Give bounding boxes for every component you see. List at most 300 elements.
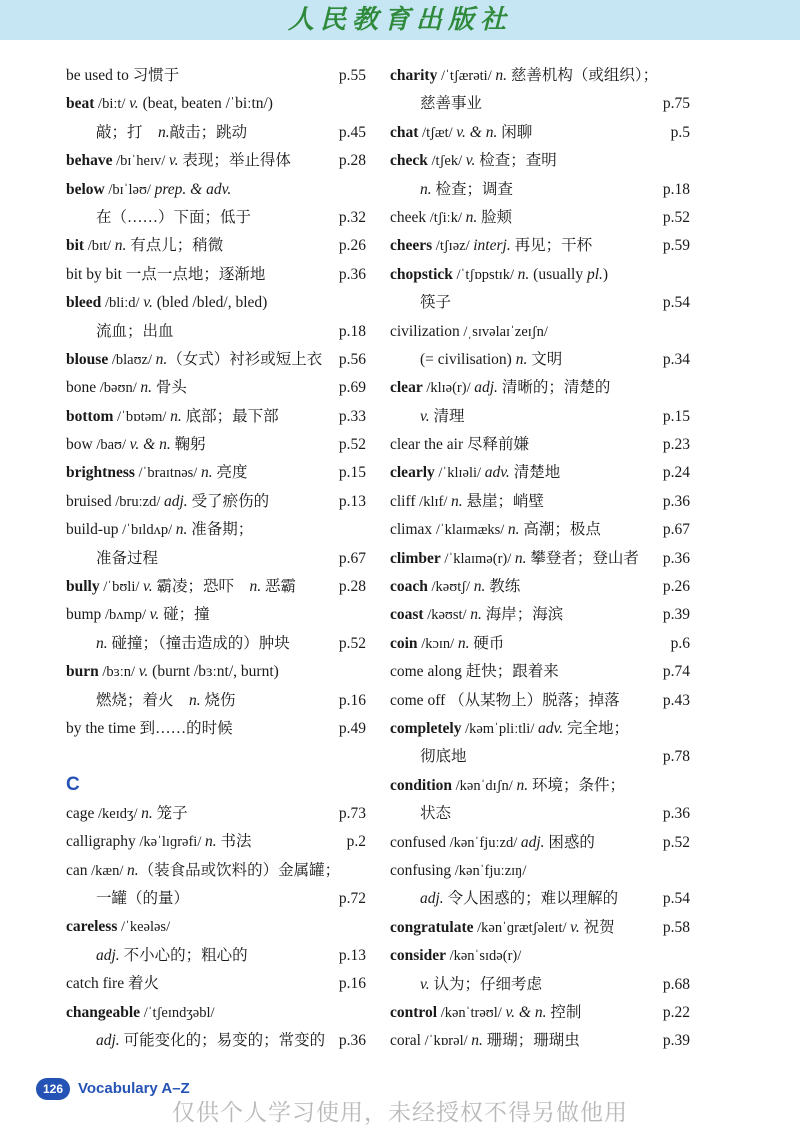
definition: 攀登者；登山者 [526,549,639,567]
headword: changeable [66,1003,141,1021]
vocab-line [66,573,366,601]
vocab-line [390,289,690,317]
phonetic: /kənˈfjuːzd/ [445,834,521,851]
phonetic: /ˈbʊli/ [99,579,144,596]
vocab-line [390,829,690,857]
definition: 准备期； [187,521,254,539]
vocab-line [66,687,366,715]
vocab-line [66,488,366,516]
vocab-line [66,942,366,970]
vocab-line [66,800,366,828]
definition: 完全地； [563,719,629,737]
phonetic: /keɪdʒ/ [94,805,142,822]
part-of-speech: n. [170,407,182,425]
vocab-line [390,232,690,260]
page-reference: p.28 [338,578,366,596]
entry-text: climax [390,521,433,539]
page-reference: p.22 [662,1003,690,1021]
headword: brightness [66,464,135,482]
vocab-line [66,90,366,118]
part-of-speech: v. [168,152,179,170]
entry-text: bruised [66,492,112,510]
page-reference: p.52 [662,833,690,851]
vocab-line [66,403,366,431]
vocab-line [66,516,366,544]
page-reference: p.55 [338,67,366,84]
page-reference: p.69 [338,379,366,397]
part-of-speech: n. [127,861,139,879]
phonetic: /kɔɪn/ [417,635,458,652]
phonetic: /ˈkɒrəl/ [420,1033,472,1050]
headword: coach [390,578,428,596]
entry-text: bow [66,436,93,454]
part-of-speech: v. [420,975,430,993]
section-letter [66,771,366,799]
page-reference: p.67 [662,521,690,539]
vocab-line [390,318,690,346]
page-reference: p.15 [662,407,690,425]
vocab-line [390,176,690,204]
headword: bit [66,237,85,255]
definition: 状态 [420,805,452,823]
definition: 敲击；跳动 [169,123,248,141]
part-of-speech: adj. [520,833,545,851]
vocab-line [390,516,690,544]
part-of-speech: n. [471,1032,483,1050]
headword: clearly [390,464,435,482]
phonetic: /tʃek/ [427,153,466,170]
phonetic: /bʌmp/ [101,607,150,624]
part-of-speech: n. [175,521,188,539]
page-reference: p.16 [338,691,366,709]
part-of-speech: n. [507,521,520,539]
page-reference: p.75 [662,95,690,113]
vocab-line [390,573,690,601]
vocab-line [66,715,366,743]
part-of-speech: v. [465,152,476,170]
phonetic: /ˈtʃɒpstɪk/ [452,266,518,283]
entry-text: bump [66,606,102,624]
entry-text: (burnt /bɜːnt/, burnt) [148,663,279,681]
phonetic: /kəmˈpliːtli/ [461,720,538,737]
page-reference: p.59 [662,237,690,255]
definition: 着火 [127,975,159,993]
entry-text: be used to [66,67,133,84]
vocab-line [390,743,690,771]
definition: 习惯于 [132,67,180,84]
headword: bottom [66,407,114,425]
phonetic: /baʊ/ [92,437,130,454]
entry-text: bone [66,379,97,397]
definition: 困惑的 [544,833,595,851]
definition: 检查；查明 [475,152,557,170]
definition: 令人困惑的；难以理解的 [443,890,619,908]
definition: 检查；调查 [431,180,514,198]
vocab-line [66,289,366,317]
definition: 碰；撞 [159,606,210,624]
part-of-speech: n. [470,606,482,624]
definition: 一罐（的量） [96,889,190,907]
page-reference: p.58 [662,918,690,936]
definition: 烧伤 [200,691,236,709]
page-reference: p.13 [338,492,366,510]
page-reference: p.54 [662,294,690,312]
definition: 清楚地 [509,464,561,482]
page-reference: p.36 [338,265,366,283]
part-of-speech: n. [96,634,108,652]
part-of-speech: n. [473,578,486,596]
phonetic: /bɪˈləʊ/ [104,181,155,198]
part-of-speech: interj. [473,237,511,255]
vocab-line [66,1027,366,1055]
watermark-text: 仅供个人学习使用，未经授权不得另做他用 [172,1100,628,1126]
part-of-speech: prep. & adv. [154,180,232,198]
vocab-line [390,772,690,800]
phonetic: /ˈkeələs/ [117,919,171,936]
definition: （女式）衬衫或短上衣 [167,350,323,368]
page-reference: p.36 [338,1031,366,1049]
entry-text: coral [390,1032,421,1050]
phonetic: /ˈklaɪmæks/ [432,522,508,539]
vocab-line [390,374,690,402]
definition: 底部；最下部 [181,407,279,425]
vocab-line [390,119,690,147]
definition: 悬崖；峭壁 [462,492,545,510]
phonetic: /kəˈlɪɡrəfi/ [135,834,205,851]
phonetic: /klɪə(r)/ [422,380,475,397]
vocab-line [390,630,690,658]
page-reference: p.32 [338,208,366,226]
vocab-line [390,800,690,828]
page-reference: p.16 [338,975,366,993]
part-of-speech: adv. [484,464,510,482]
page-reference: p.72 [338,889,366,907]
page-reference: p.24 [662,464,690,482]
definition: 流血；出血 [96,322,174,340]
headword: chat [390,123,419,141]
part-of-speech: v. [570,918,580,936]
phonetic: /klɪf/ [415,493,451,510]
phonetic: /blaʊz/ [108,351,156,368]
phonetic: /ˈbraɪtnəs/ [134,465,201,482]
entry-text: can [66,861,88,879]
phonetic: /tʃiːk/ [426,209,466,226]
vocab-line [66,374,366,402]
vocab-line [66,204,366,232]
part-of-speech: n. [249,578,262,596]
definition: 书法 [216,833,252,851]
phonetic: /ˈbɪldʌp/ [118,522,176,539]
definition: 到……的时候 [139,719,233,737]
part-of-speech: n. [465,208,478,226]
definition: 海岸；海滨 [481,606,564,624]
phonetic: /ˈklaɪmə(r)/ [440,550,515,567]
entry-text: C [66,774,80,796]
phonetic: /tʃæt/ [418,124,457,141]
headword: coast [390,606,424,624]
vocab-line [66,119,366,147]
vocab-line [66,545,366,573]
vocab-line [66,857,366,885]
phonetic: /tʃɪəz/ [432,238,474,255]
headword: condition [390,776,453,794]
part-of-speech: adv. [537,719,564,737]
definition: 慈善事业 [420,95,483,113]
page-reference: p.45 [338,123,366,141]
part-of-speech: n. [515,350,528,368]
vocab-line [66,431,366,459]
headword: consider [390,947,446,965]
page-reference: p.6 [670,634,690,652]
part-of-speech: v. & n. [505,1003,547,1021]
page-reference: p.2 [346,833,366,851]
entry-text: confusing [390,861,452,879]
definition: 燃烧；着火 [96,691,190,709]
page-reference: p.74 [662,663,690,681]
section-title: Vocabulary A–Z [78,1080,190,1097]
headword: careless [66,918,118,936]
entry-text: (usually [529,265,587,283]
definition: （从某物上）脱落；掉落 [449,691,620,709]
part-of-speech: v. [143,294,153,312]
headword: chopstick [390,265,453,283]
part-of-speech: v. [143,578,153,596]
part-of-speech: n. [141,804,153,822]
definition: 高潮；极点 [519,521,601,539]
headword: completely [390,719,462,737]
entry-text: bit by bit [66,265,126,283]
vocab-line [66,630,366,658]
entry-text: calligraphy [66,833,136,851]
headword: below [66,180,105,198]
definition: 有点儿；稍微 [126,237,224,255]
definition: 表现；举止得体 [178,152,291,170]
page-reference: p.33 [338,407,366,425]
page-reference: p.73 [338,804,366,822]
entry-text: confused [390,833,446,851]
page-reference: p.34 [662,350,690,368]
part-of-speech: n. [205,833,217,851]
page-reference: p.28 [338,152,366,170]
page-reference: p.26 [662,578,690,596]
vocabulary-column-right [390,62,690,1056]
page-reference: p.23 [662,436,690,454]
entry-text: come along [390,663,466,681]
vocab-line [390,942,690,970]
vocab-line [390,857,690,885]
vocab-line [390,658,690,686]
definition: 碰撞；（撞击造成的）肿块 [107,634,290,652]
definition: 彻底地 [420,748,467,766]
vocab-line [66,658,366,686]
entry-text: (bled /bled/, bled) [152,294,268,312]
vocab-line [390,431,690,459]
headword: bully [66,578,100,596]
entry-text: cheek [390,208,427,226]
page-reference: p.13 [338,946,366,964]
part-of-speech: n. [114,237,127,255]
vocab-line [390,971,690,999]
entry-text: clear the air [390,436,468,454]
part-of-speech: v. [129,95,139,113]
phonetic: /bɜːn/ [98,664,139,681]
vocab-line [390,545,690,573]
definition: 环境；条件； [528,776,625,794]
vocab-line [66,261,366,289]
entry-text: cage [66,804,95,822]
vocab-line [66,459,366,487]
entry-text: (beat, beaten /ˈbiːtn/) [138,95,273,113]
page-reference: p.56 [338,350,366,368]
phonetic: /ˈtʃeɪndʒəbl/ [140,1004,215,1021]
definition: 可能变化的；易变的；常变的 [119,1031,326,1049]
headword: cheers [390,237,433,255]
part-of-speech: v. [149,606,160,624]
headword: burn [66,663,99,681]
entry-text: by the time [66,719,140,737]
page-reference: p.26 [338,237,366,255]
page-reference: p.18 [338,322,366,340]
part-of-speech: v. [138,663,149,681]
page-reference: p.54 [662,890,690,908]
definition: 祝贺 [579,918,615,936]
phonetic: /kəʊtʃ/ [427,579,474,596]
part-of-speech: v. & n. [129,436,171,454]
definition: 赶快；跟着来 [465,663,559,681]
part-of-speech: n. [140,379,152,397]
page-reference: p.36 [662,492,690,510]
definition: 一点一点地；逐渐地 [125,265,266,283]
definition: 清晰的；清楚的 [497,379,611,397]
vocab-line [66,913,366,941]
vocab-line [390,687,690,715]
definition: 硬币 [469,634,505,652]
part-of-speech: n. [189,691,201,709]
definition: 闲聊 [497,123,533,141]
page-reference: p.49 [338,719,366,737]
headword: bleed [66,294,102,312]
vocab-line [390,62,690,90]
headword: climber [390,549,441,567]
part-of-speech: adj. [420,890,444,908]
page-reference: p.52 [338,634,366,652]
phonetic: /ˈtʃærəti/ [437,68,496,84]
vocab-line [66,999,366,1027]
vocab-line [390,999,690,1027]
definition: 鞠躬 [170,436,206,454]
part-of-speech: n. [516,776,529,794]
vocab-line [390,1027,690,1055]
entry-text: civilization [390,322,460,340]
phonetic: /bɪt/ [84,238,115,255]
definition: 准备过程 [96,549,159,567]
definition: 认为；仔细考虑 [429,975,542,993]
vocab-line [390,715,690,743]
part-of-speech: n. [451,492,463,510]
headword: beat [66,95,95,113]
definition: 筷子 [420,294,452,312]
part-of-speech: v. [420,407,430,425]
entry-text: come off [390,691,450,709]
entry-text: cliff [390,492,416,510]
definition: 清理 [429,407,465,425]
phonetic: /ˌsɪvəlaɪˈzeɪʃn/ [459,323,548,340]
page-reference: p.15 [338,464,366,482]
page-reference: p.5 [670,123,690,141]
phonetic: /kæn/ [87,862,127,879]
definition: 文明 [527,350,563,368]
definition: 再见；干杯 [510,237,593,255]
page-number-badge: 126 [36,1078,70,1100]
part-of-speech: n. [420,180,432,198]
headword: coin [390,634,418,652]
part-of-speech: n. [155,350,168,368]
part-of-speech: adj. [96,1031,120,1049]
headword: clear [390,379,423,397]
definition: 控制 [546,1003,582,1021]
headword: control [390,1003,438,1021]
phonetic: /bruːzd/ [111,493,164,510]
entry-text: catch fire [66,975,128,993]
definition: 教练 [485,578,521,596]
vocab-line [390,488,690,516]
definition: 亮度 [212,464,248,482]
definition: 骨头 [151,379,187,397]
phonetic: /bəʊn/ [96,380,141,397]
vocab-line [390,346,690,374]
phonetic: /kəʊst/ [423,607,471,624]
phonetic: /kənˈdɪʃn/ [452,777,517,794]
definition: 不小心的；粗心的 [119,946,248,964]
definition: 笼子 [152,804,188,822]
definition: 恶霸 [261,578,297,596]
vocab-line [390,147,690,175]
vocab-line [390,459,690,487]
vocab-line [66,601,366,629]
definition: 受了瘀伤的 [187,492,270,510]
vocab-line [66,147,366,175]
headword: charity [390,67,438,84]
headword: check [390,152,428,170]
vocab-line [390,261,690,289]
vocab-line [390,914,690,942]
vocab-line [66,318,366,346]
definition: 脸颊 [477,208,513,226]
definition: 慈善机构（或组织）； [506,67,659,84]
vocab-line [390,601,690,629]
part-of-speech: n. [514,549,527,567]
vocab-line [66,232,366,260]
part-of-speech: pl. [586,265,603,283]
part-of-speech: adj. [474,379,498,397]
vocab-line [66,62,366,90]
phonetic: /kənˈtrəʊl/ [437,1004,506,1021]
part-of-speech: v. & n. [456,123,498,141]
phonetic: /bɪˈheɪv/ [112,153,169,170]
vocab-line [66,828,366,856]
vocabulary-column-left [66,62,366,1055]
phonetic: /kənˈfjuːzɪŋ/ [451,862,527,879]
phonetic: /kənˈɡrætʃəleɪt/ [473,919,571,936]
page-reference: p.52 [662,208,690,226]
part-of-speech: n. [457,634,470,652]
part-of-speech: n. [495,67,507,84]
section-spacer [66,743,366,771]
page-reference: p.18 [662,180,690,198]
phonetic: /ˈklɪəli/ [434,465,485,482]
publisher-logo: 人民教育出版社 [287,5,512,35]
headword: blouse [66,350,109,368]
